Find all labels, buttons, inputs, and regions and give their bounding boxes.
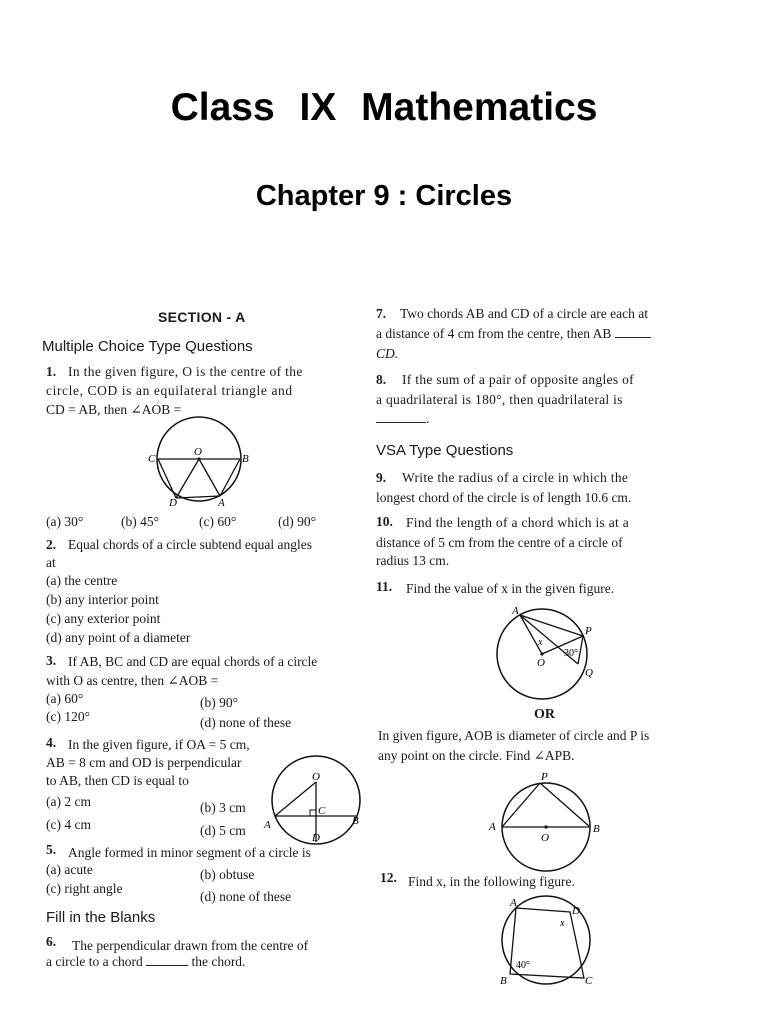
q11-alt-line-pb	[540, 783, 590, 827]
q1-line-od	[176, 459, 199, 498]
q7-text-line-2-text: a distance of 4 cm from the centre, then AB	[376, 326, 612, 341]
q7-number: 7.	[376, 306, 387, 321]
q8-text-line-3	[376, 409, 429, 428]
q7-answer-blank	[615, 327, 651, 338]
q11-figure	[490, 602, 600, 702]
q8-number: 8.	[376, 372, 387, 387]
q10-text-line-2: distance of 5 cm from the centre of a circle of	[376, 535, 623, 550]
q3-option-d: (d) none of these	[200, 715, 292, 730]
q1-label-a: A	[218, 497, 225, 509]
q11-label-q: Q	[585, 667, 593, 679]
q4-option-d: (d) 5 cm	[200, 823, 246, 838]
q4-text-line-2: AB = 8 cm and OD is perpendicular	[46, 755, 242, 770]
q7-text-line-2	[376, 324, 651, 343]
q4-option-c: (c) 4 cm	[46, 817, 91, 832]
q11-label-x: x	[538, 637, 543, 648]
q6-text-line-2	[46, 952, 245, 971]
q12-label-b: B	[500, 975, 507, 987]
q11-line-pq	[578, 636, 583, 664]
q7-text-line-3: CD.	[376, 346, 399, 361]
q12-figure	[492, 894, 602, 986]
q1-line-oa	[199, 459, 220, 496]
q4-figure	[264, 742, 368, 844]
q2-option-a: (a) the centre	[46, 573, 118, 588]
q12-label-c: C	[585, 975, 593, 987]
q9-text-line-2: longest chord of the circle is of length 10.6 cm.	[376, 490, 632, 505]
q6-text-after-blank: the chord.	[191, 954, 246, 969]
q1-label-b: B	[242, 453, 249, 465]
q2-text-line-1: Equal chords of a circle subtend equal angles	[68, 537, 313, 552]
q8-answer-blank	[376, 412, 426, 423]
q5-option-b: (b) obtuse	[200, 867, 255, 882]
q1-label-c: C	[148, 453, 156, 465]
q5-text-line-1: Angle formed in minor segment of a circle is	[68, 845, 311, 860]
q11-label-angle: 30°	[564, 648, 578, 659]
q5-option-d: (d) none of these	[200, 889, 292, 904]
q4-label-d: D	[312, 832, 320, 844]
q11-alt-label-b: B	[593, 823, 600, 835]
q5-number: 5.	[46, 842, 57, 857]
q9-number: 9.	[376, 470, 387, 485]
q4-right-angle-mark	[310, 810, 316, 816]
q5-option-a: (a) acute	[46, 862, 93, 877]
q11-number: 11.	[376, 579, 393, 594]
q1-label-o: O	[194, 446, 202, 458]
q12-text-line-1: Find x, in the following figure.	[408, 874, 575, 889]
q10-number: 10.	[376, 514, 393, 529]
q1-number: 1.	[46, 364, 57, 379]
q2-text-line-2: at	[46, 555, 56, 570]
fill-blanks-heading: Fill in the Blanks	[46, 909, 156, 926]
q11-alt-label-a: A	[489, 821, 496, 833]
q8-text-line-1: If the sum of a pair of opposite angles of	[402, 372, 634, 387]
q5-option-c: (c) right angle	[46, 881, 123, 896]
q8-text-line-3-text: .	[426, 411, 430, 426]
q4-text-line-1: In the given figure, if OA = 5 cm,	[68, 737, 250, 752]
q12-label-a: A	[510, 897, 517, 909]
q4-number: 4.	[46, 735, 57, 750]
q4-option-a: (a) 2 cm	[46, 794, 91, 809]
q3-number: 3.	[46, 653, 57, 668]
q11-alt-line-1: In given figure, AOB is diameter of circle and P is	[378, 728, 650, 743]
q11-center-point	[540, 652, 543, 655]
q11-label-o: O	[537, 657, 545, 669]
q8-text-line-2: a quadrilateral is 180°, then quadrilateral is	[376, 392, 623, 407]
q11-alt-label-p: P	[541, 771, 548, 783]
q1-label-d: D	[169, 497, 177, 509]
q3-text-line-2: with O as centre, then ∠AOB =	[46, 673, 219, 688]
q11-alt-line-2: any point on the circle. Find ∠APB.	[378, 748, 575, 763]
q1-option-a: (a) 30°	[46, 514, 84, 529]
q12-number: 12.	[380, 870, 397, 885]
q10-text-line-1: Find the length of a chord which is at a	[406, 515, 630, 530]
q12-label-angle: 40°	[516, 960, 530, 971]
q9-text-line-1: Write the radius of a circle in which the	[402, 470, 629, 485]
q1-text-line-2: circle, COD is an equilateral triangle and	[46, 383, 293, 398]
q11-alt-center-point	[544, 825, 547, 828]
q11-text-line-1: Find the value of x in the given figure.	[406, 581, 615, 596]
q6-text-line-1: The perpendicular drawn from the centre of	[72, 938, 309, 953]
q6-answer-blank	[146, 955, 188, 966]
q2-option-c: (c) any exterior point	[46, 611, 161, 626]
chapter-title: Chapter 9 : Circles	[255, 180, 513, 212]
q4-label-c: C	[318, 805, 326, 817]
section-heading: SECTION - A	[158, 309, 246, 325]
vsa-heading: VSA Type Questions	[376, 442, 514, 459]
q7-text-line-1: Two chords AB and CD of a circle are each at	[400, 306, 648, 321]
q6-number: 6.	[46, 934, 57, 949]
q11-label-p: P	[585, 625, 592, 637]
q1-line-cd	[158, 459, 176, 498]
q11-alt-label-o: O	[541, 832, 549, 844]
q3-option-a: (a) 60°	[46, 691, 84, 706]
q4-label-b: B	[352, 815, 359, 827]
q3-option-b: (b) 90°	[200, 695, 239, 710]
q10-text-line-3: radius 13 cm.	[376, 553, 450, 568]
q4-label-o: O	[312, 771, 320, 783]
q1-option-c: (c) 60°	[199, 514, 237, 529]
q1-text-line-3: CD = AB, then ∠AOB =	[46, 402, 182, 417]
q11-or-label: OR	[534, 707, 555, 722]
q3-text-line-1: If AB, BC and CD are equal chords of a circle	[68, 654, 318, 669]
q1-figure	[148, 414, 258, 509]
q6-text-before-blank: a circle to a chord	[46, 954, 143, 969]
q11-alt-figure	[484, 766, 614, 866]
q11-label-a: A	[512, 605, 519, 617]
q2-number: 2.	[46, 537, 57, 552]
q4-option-b: (b) 3 cm	[200, 800, 246, 815]
mcq-heading: Multiple Choice Type Questions	[42, 338, 253, 355]
q2-option-d: (d) any point of a diameter	[46, 630, 191, 645]
q2-option-b: (b) any interior point	[46, 592, 159, 607]
q12-label-x: x	[560, 918, 565, 929]
q4-label-a: A	[264, 819, 271, 831]
q1-text-line-1: In the given figure, O is the centre of the	[68, 364, 303, 379]
q3-option-c: (c) 120°	[46, 709, 91, 724]
q1-option-d: (d) 90°	[278, 514, 317, 529]
q1-option-b: (b) 45°	[121, 514, 160, 529]
q12-label-d: D	[572, 905, 580, 917]
document-title: Class IX Mathematics	[170, 86, 598, 129]
q4-text-line-3: to AB, then CD is equal to	[46, 773, 189, 788]
